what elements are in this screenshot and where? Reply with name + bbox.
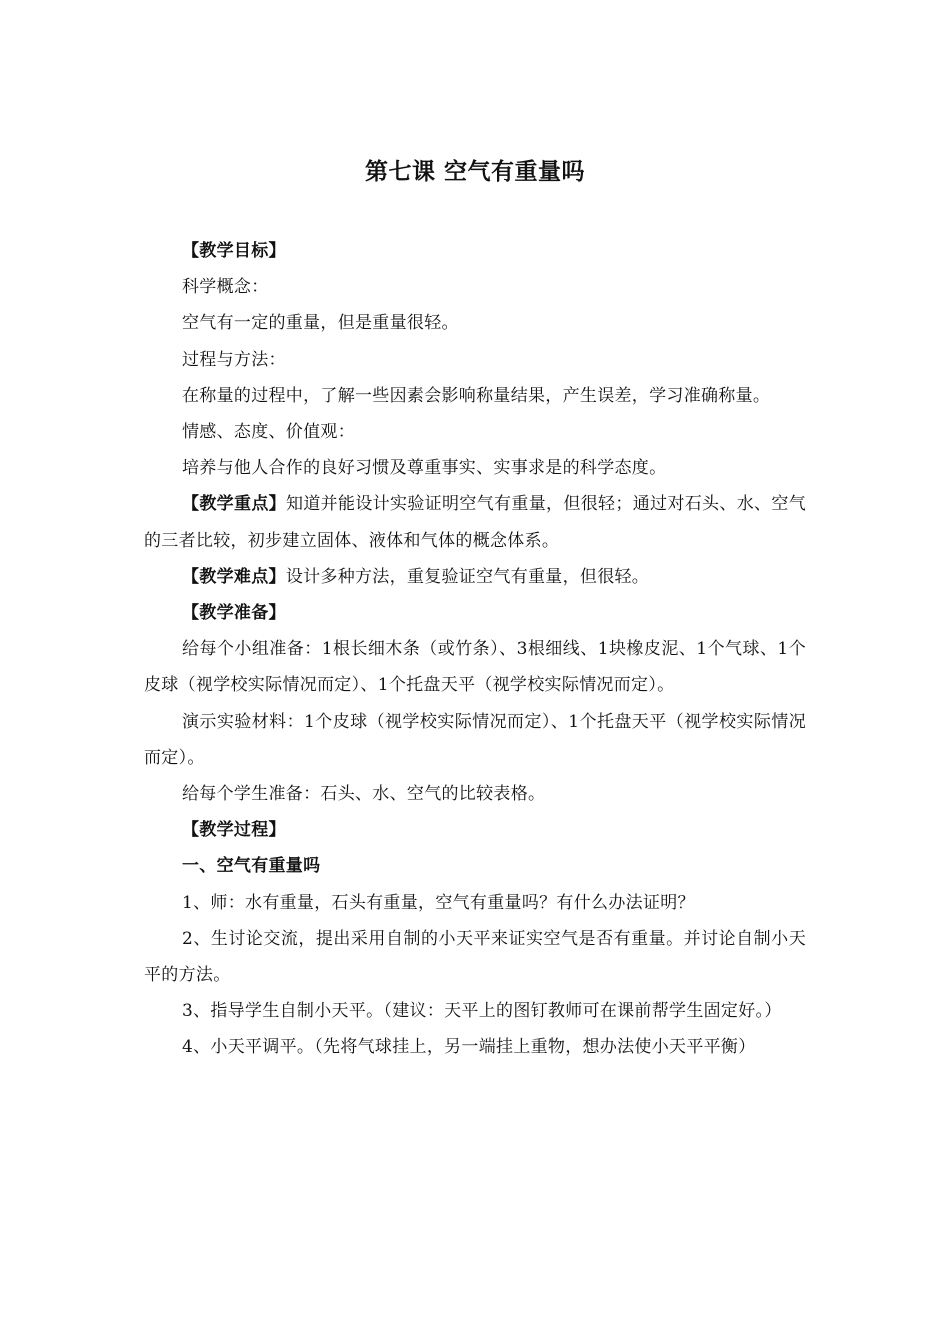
section-one-heading: 一、空气有重量吗	[182, 856, 321, 877]
document-body	[144, 233, 806, 1066]
page-title: 第七课 空气有重量吗	[364, 159, 585, 185]
concept-label: 科学概念：	[182, 277, 269, 298]
emotion-label: 情感、态度、价值观：	[182, 422, 355, 443]
process-heading: 【教学过程】	[182, 820, 286, 841]
process-step: 2、生讨论交流，提出采用自制的小天平来证实空气是否有重量。并讨论自制小天平的方法。	[144, 928, 806, 986]
preparation-heading: 【教学准备】	[182, 603, 286, 624]
objectives-heading: 【教学目标】	[182, 241, 286, 261]
difficulties-text: 设计多种方法，重复验证空气有重量，但很轻。	[285, 566, 650, 587]
demo-materials: 演示实验材料：1个皮球（视学校实际情况而定）、1个托盘天平（视学校实际情况而定）。	[144, 711, 806, 768]
difficulties-paragraph	[144, 559, 806, 595]
process-step: 4、小天平调平。（先将气球挂上，另一端挂上重物，想办法使小天平平衡）	[182, 1037, 756, 1058]
student-materials: 给每个学生准备：石头、水、空气的比较表格。	[182, 784, 546, 805]
difficulties-heading: 【教学难点】	[182, 566, 286, 587]
concept-text: 空气有一定的重量，但是重量很轻。	[182, 313, 459, 334]
group-materials: 给每个小组准备：1根长细木条（或竹条）、3根细线、1块橡皮泥、1个气球、1个皮球（视学校实际情况而定）、1个托盘天平（视学校实际情况而定）。	[144, 639, 806, 696]
process-method-label: 过程与方法：	[182, 349, 286, 370]
key-points-text: 知道并能设计实验证明空气有重量，但很轻；通过对石头、水、空气的三者比较，初步建立固体、液体和气体的概念体系。	[144, 494, 806, 551]
process-step: 3、指导学生自制小天平。（建议：天平上的图钉教师可在课前帮学生固定好。）	[182, 1001, 782, 1022]
process-step: 1、师：水有重量，石头有重量，空气有重量吗？有什么办法证明？	[182, 892, 695, 913]
key-points-heading: 【教学重点】	[182, 494, 287, 515]
emotion-text: 培养与他人合作的良好习惯及尊重事实、实事求是的科学态度。	[182, 458, 667, 479]
process-method-text: 在称量的过程中，了解一些因素会影响称量结果，产生误差，学习准确称量。	[182, 385, 771, 406]
key-points-paragraph	[144, 486, 806, 558]
